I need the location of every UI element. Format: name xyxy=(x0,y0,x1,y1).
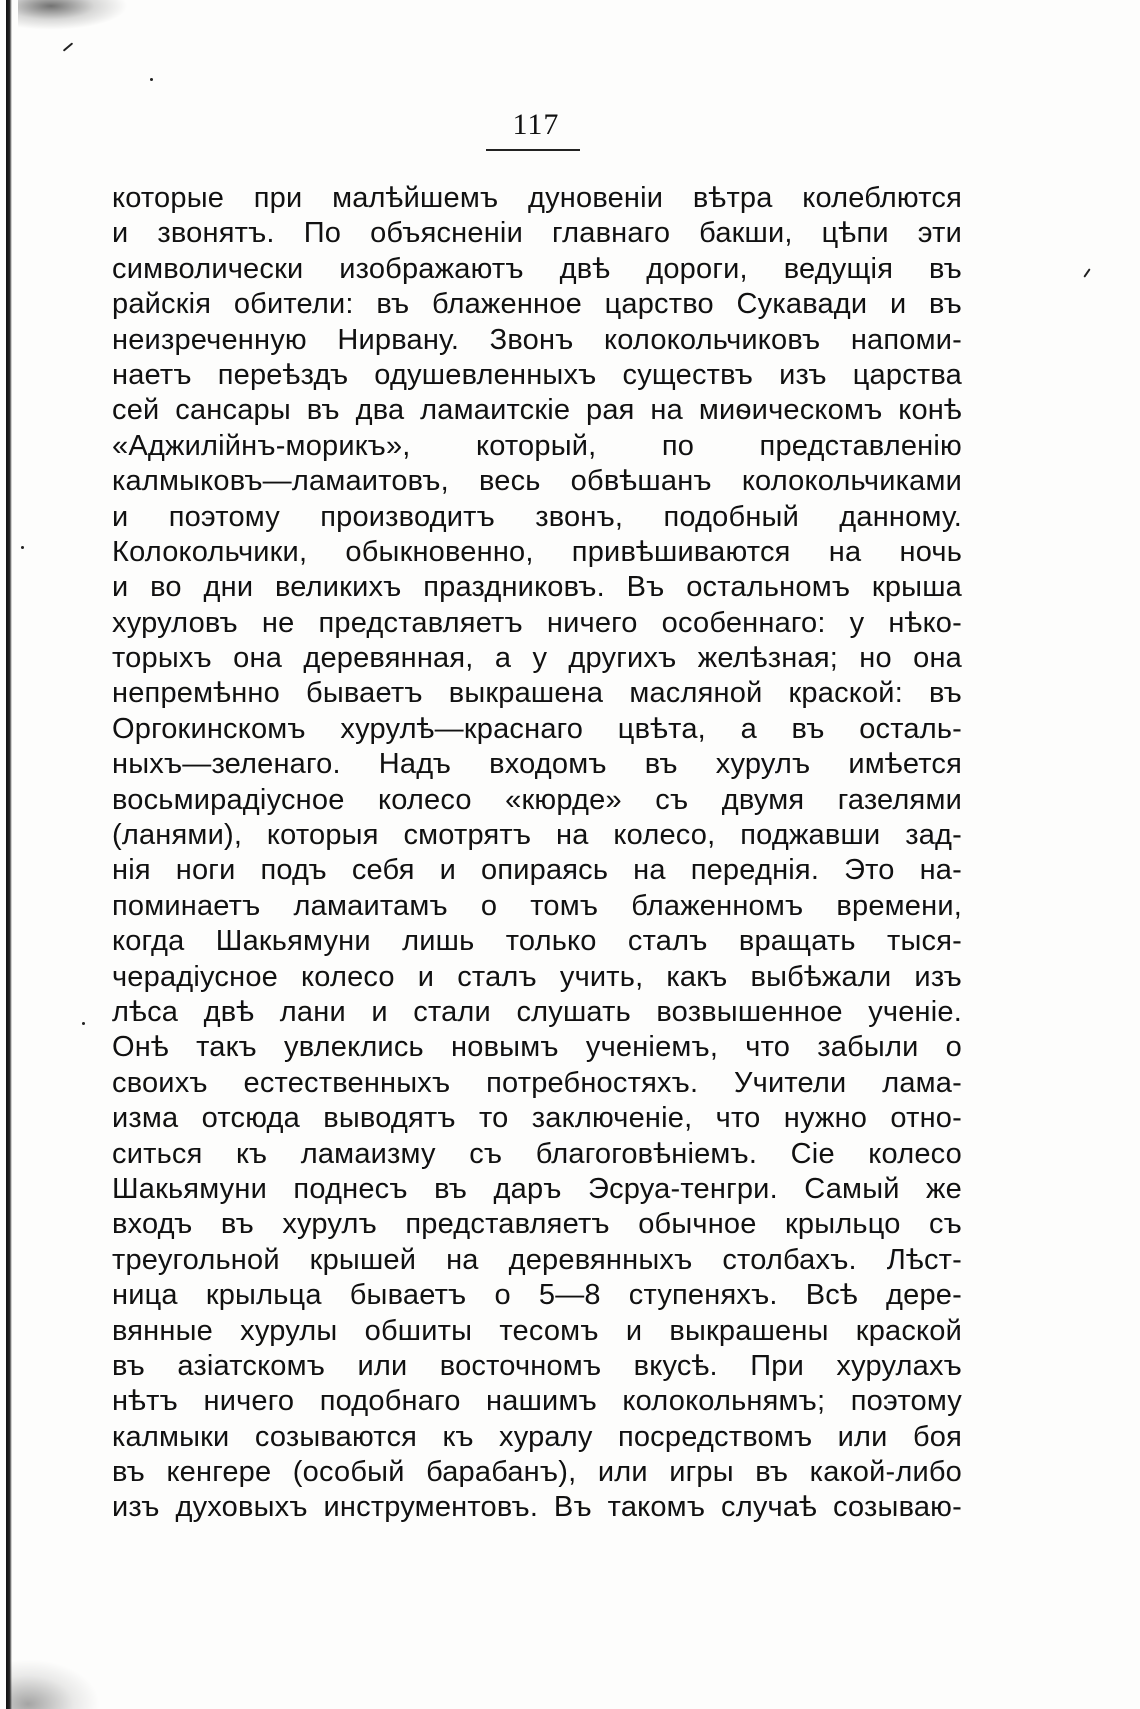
text-line: которые при малѣйшемъ дуновенiи вѣтра колеблются xyxy=(112,182,962,214)
body-text xyxy=(112,181,962,1526)
text-line: черадiусное колесо и сталъ учить, какъ выбѣжали изъ xyxy=(112,960,962,993)
text-line: ситься къ ламаизму съ благоговѣнiемъ. Сiе колесо xyxy=(112,1137,962,1170)
ink-speck xyxy=(1083,268,1090,277)
text-line: восьмирадiусное колесо «кюрде» съ двумя газелями xyxy=(112,783,962,816)
text-line: и во дни великихъ праздниковъ. Въ остальномъ крыша xyxy=(112,571,962,604)
text-line: (ланями), которыя смотрятъ на колесо, поджавши зад- xyxy=(112,819,962,852)
text-line: нѣтъ ничего подобнаго нашимъ колокольнямъ; поэтому xyxy=(112,1385,962,1418)
text-line: нiя ноги подъ себя и опираясь на переднiя. Это на- xyxy=(112,854,962,887)
text-line: Шакьямуни поднесъ въ даръ Эсруа-тенгри. Самый же xyxy=(112,1172,962,1205)
text-line: своихъ естественныхъ потребностяхъ. Учители лама- xyxy=(112,1066,962,1099)
page-number-underline xyxy=(486,149,580,151)
text-line: наетъ переѣздъ одушевленныхъ существъ изъ царства xyxy=(112,358,962,391)
text-line: лѣса двѣ лани и стали слушать возвышенное ученiе. xyxy=(112,995,962,1028)
text-line: калмыки созываются къ хуралу посредствомъ или боя xyxy=(112,1420,962,1453)
ink-speck xyxy=(150,78,153,81)
ink-speck xyxy=(21,546,24,549)
text-line: неизреченную Нирвану. Звонъ колокольчиковъ напоми- xyxy=(112,323,962,356)
text-line: непремѣнно бываетъ выкрашена масляной краской: въ xyxy=(112,677,962,710)
text-line: райскiя обители: въ блаженное царство Сукавади и въ xyxy=(112,288,962,321)
text-line: хуруловъ не представляетъ ничего особеннаго: у нѣко- xyxy=(112,606,962,639)
page-number: 117 xyxy=(512,108,560,141)
text-line: ница крыльца бываетъ о 5—8 ступеняхъ. Всѣ дере- xyxy=(112,1279,962,1312)
text-line: и звонятъ. По объясненiи главнаго бакши, цѣпи эти xyxy=(112,217,962,250)
text-line: символически изображаютъ двѣ дороги, ведущiя въ xyxy=(112,252,962,285)
text-line: и поэтому производитъ звонъ, подобный данному. xyxy=(112,500,962,533)
text-line: Оргокинскомъ хурулѣ—краснаго цвѣта, а въ осталь- xyxy=(112,712,962,745)
text-line: «Аджилiйнъ-морикъ», который, по представленiю xyxy=(112,429,962,462)
text-line: Онѣ такъ увлеклись новымъ ученiемъ, что забыли о xyxy=(112,1031,962,1064)
ink-smudge-top xyxy=(18,0,128,30)
ink-speck xyxy=(63,42,73,51)
text-line: ныхъ—зеленаго. Надъ входомъ въ хурулъ имѣется xyxy=(112,748,962,781)
text-line: когда Шакьямуни лишь только сталъ вращать тыся- xyxy=(112,925,962,958)
page-edge-shadow xyxy=(6,0,12,1709)
text-line: вянные хурулы обшиты тесомъ и выкрашены краской xyxy=(112,1314,962,1347)
text-line: сей сансары въ два ламаитскiе рая на миѳическомъ конѣ xyxy=(112,394,962,427)
ink-smudge-bottom xyxy=(10,1659,100,1709)
text-line: въ кенгере (особый барабанъ), или игры въ какой-либо xyxy=(112,1456,962,1489)
text-line: калмыковъ—ламаитовъ, весь обвѣшанъ колокольчиками xyxy=(112,465,962,498)
text-line: изма отсюда выводятъ то заключенiе, что нужно отно- xyxy=(112,1102,962,1135)
text-line: поминаетъ ламаитамъ о томъ блаженномъ времени, xyxy=(112,889,962,922)
text-line: Колокольчики, обыкновенно, привѣшиваются на ночь xyxy=(112,535,962,568)
text-line: треугольной крышей на деревянныхъ столбахъ. Лѣст- xyxy=(112,1243,962,1276)
ink-speck xyxy=(82,1022,85,1025)
text-line: изъ духовыхъ инструментовъ. Въ такомъ случаѣ созываю- xyxy=(112,1491,962,1524)
text-line: входъ въ хурулъ представляетъ обычное крыльцо съ xyxy=(112,1208,962,1241)
text-line: въ азiатскомъ или восточномъ вкусѣ. При хурулахъ xyxy=(112,1349,962,1382)
text-line: торыхъ она деревянная, а у другихъ желѣзная; но она xyxy=(112,642,962,675)
